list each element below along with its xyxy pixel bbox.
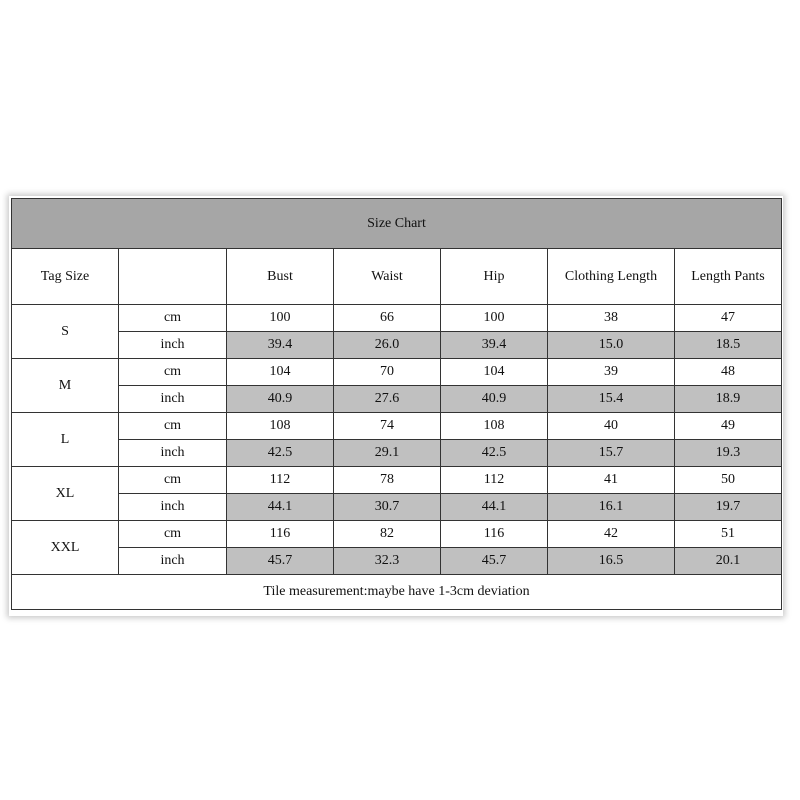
hip-value: 116 (441, 521, 548, 548)
waist-value: 78 (334, 467, 441, 494)
clothing-length-value: 41 (548, 467, 675, 494)
waist-value: 74 (334, 413, 441, 440)
table-row (12, 440, 782, 467)
length-pants-value: 18.9 (675, 386, 782, 413)
unit-cell: cm (119, 305, 227, 332)
waist-value: 26.0 (334, 332, 441, 359)
measurement-footnote: Tile measurement:maybe have 1-3cm deviation (12, 575, 782, 610)
size-label: S (12, 305, 119, 359)
header-waist: Waist (334, 249, 441, 305)
clothing-length-value: 16.5 (548, 548, 675, 575)
waist-value: 82 (334, 521, 441, 548)
bust-value: 39.4 (227, 332, 334, 359)
table-row (12, 494, 782, 521)
table-row (12, 359, 782, 386)
length-pants-value: 20.1 (675, 548, 782, 575)
unit-cell: inch (119, 440, 227, 467)
length-pants-value: 19.7 (675, 494, 782, 521)
clothing-length-value: 15.7 (548, 440, 675, 467)
header-tag-size: Tag Size (12, 249, 119, 305)
length-pants-value: 47 (675, 305, 782, 332)
length-pants-value: 18.5 (675, 332, 782, 359)
length-pants-value: 49 (675, 413, 782, 440)
length-pants-value: 48 (675, 359, 782, 386)
hip-value: 100 (441, 305, 548, 332)
table-row (12, 521, 782, 548)
waist-value: 29.1 (334, 440, 441, 467)
clothing-length-value: 15.0 (548, 332, 675, 359)
bust-value: 45.7 (227, 548, 334, 575)
header-clothing-length: Clothing Length (548, 249, 675, 305)
table-row (12, 548, 782, 575)
header-length-pants: Length Pants (675, 249, 782, 305)
bust-value: 112 (227, 467, 334, 494)
waist-value: 27.6 (334, 386, 441, 413)
size-label: L (12, 413, 119, 467)
header-hip: Hip (441, 249, 548, 305)
table-row (12, 386, 782, 413)
hip-value: 44.1 (441, 494, 548, 521)
size-chart-title: Size Chart (12, 199, 782, 249)
size-label: XXL (12, 521, 119, 575)
size-label: XL (12, 467, 119, 521)
header-row (12, 249, 782, 305)
length-pants-value: 50 (675, 467, 782, 494)
hip-value: 104 (441, 359, 548, 386)
hip-value: 40.9 (441, 386, 548, 413)
waist-value: 32.3 (334, 548, 441, 575)
size-chart-table (11, 198, 782, 610)
bust-value: 42.5 (227, 440, 334, 467)
length-pants-value: 19.3 (675, 440, 782, 467)
waist-value: 30.7 (334, 494, 441, 521)
hip-value: 39.4 (441, 332, 548, 359)
clothing-length-value: 39 (548, 359, 675, 386)
unit-cell: cm (119, 467, 227, 494)
bust-value: 108 (227, 413, 334, 440)
bust-value: 40.9 (227, 386, 334, 413)
bust-value: 100 (227, 305, 334, 332)
clothing-length-value: 15.4 (548, 386, 675, 413)
table-row (12, 332, 782, 359)
bust-value: 44.1 (227, 494, 334, 521)
size-label: M (12, 359, 119, 413)
table-row (12, 305, 782, 332)
length-pants-value: 51 (675, 521, 782, 548)
table-row (12, 467, 782, 494)
unit-cell: cm (119, 521, 227, 548)
hip-value: 108 (441, 413, 548, 440)
header-unit (119, 249, 227, 305)
unit-cell: inch (119, 494, 227, 521)
footnote-row (12, 575, 782, 610)
unit-cell: cm (119, 413, 227, 440)
bust-value: 104 (227, 359, 334, 386)
hip-value: 112 (441, 467, 548, 494)
unit-cell: inch (119, 332, 227, 359)
hip-value: 45.7 (441, 548, 548, 575)
waist-value: 70 (334, 359, 441, 386)
unit-cell: inch (119, 548, 227, 575)
clothing-length-value: 40 (548, 413, 675, 440)
clothing-length-value: 16.1 (548, 494, 675, 521)
bust-value: 116 (227, 521, 334, 548)
header-bust: Bust (227, 249, 334, 305)
table-row (12, 413, 782, 440)
clothing-length-value: 42 (548, 521, 675, 548)
waist-value: 66 (334, 305, 441, 332)
clothing-length-value: 38 (548, 305, 675, 332)
unit-cell: cm (119, 359, 227, 386)
hip-value: 42.5 (441, 440, 548, 467)
unit-cell: inch (119, 386, 227, 413)
